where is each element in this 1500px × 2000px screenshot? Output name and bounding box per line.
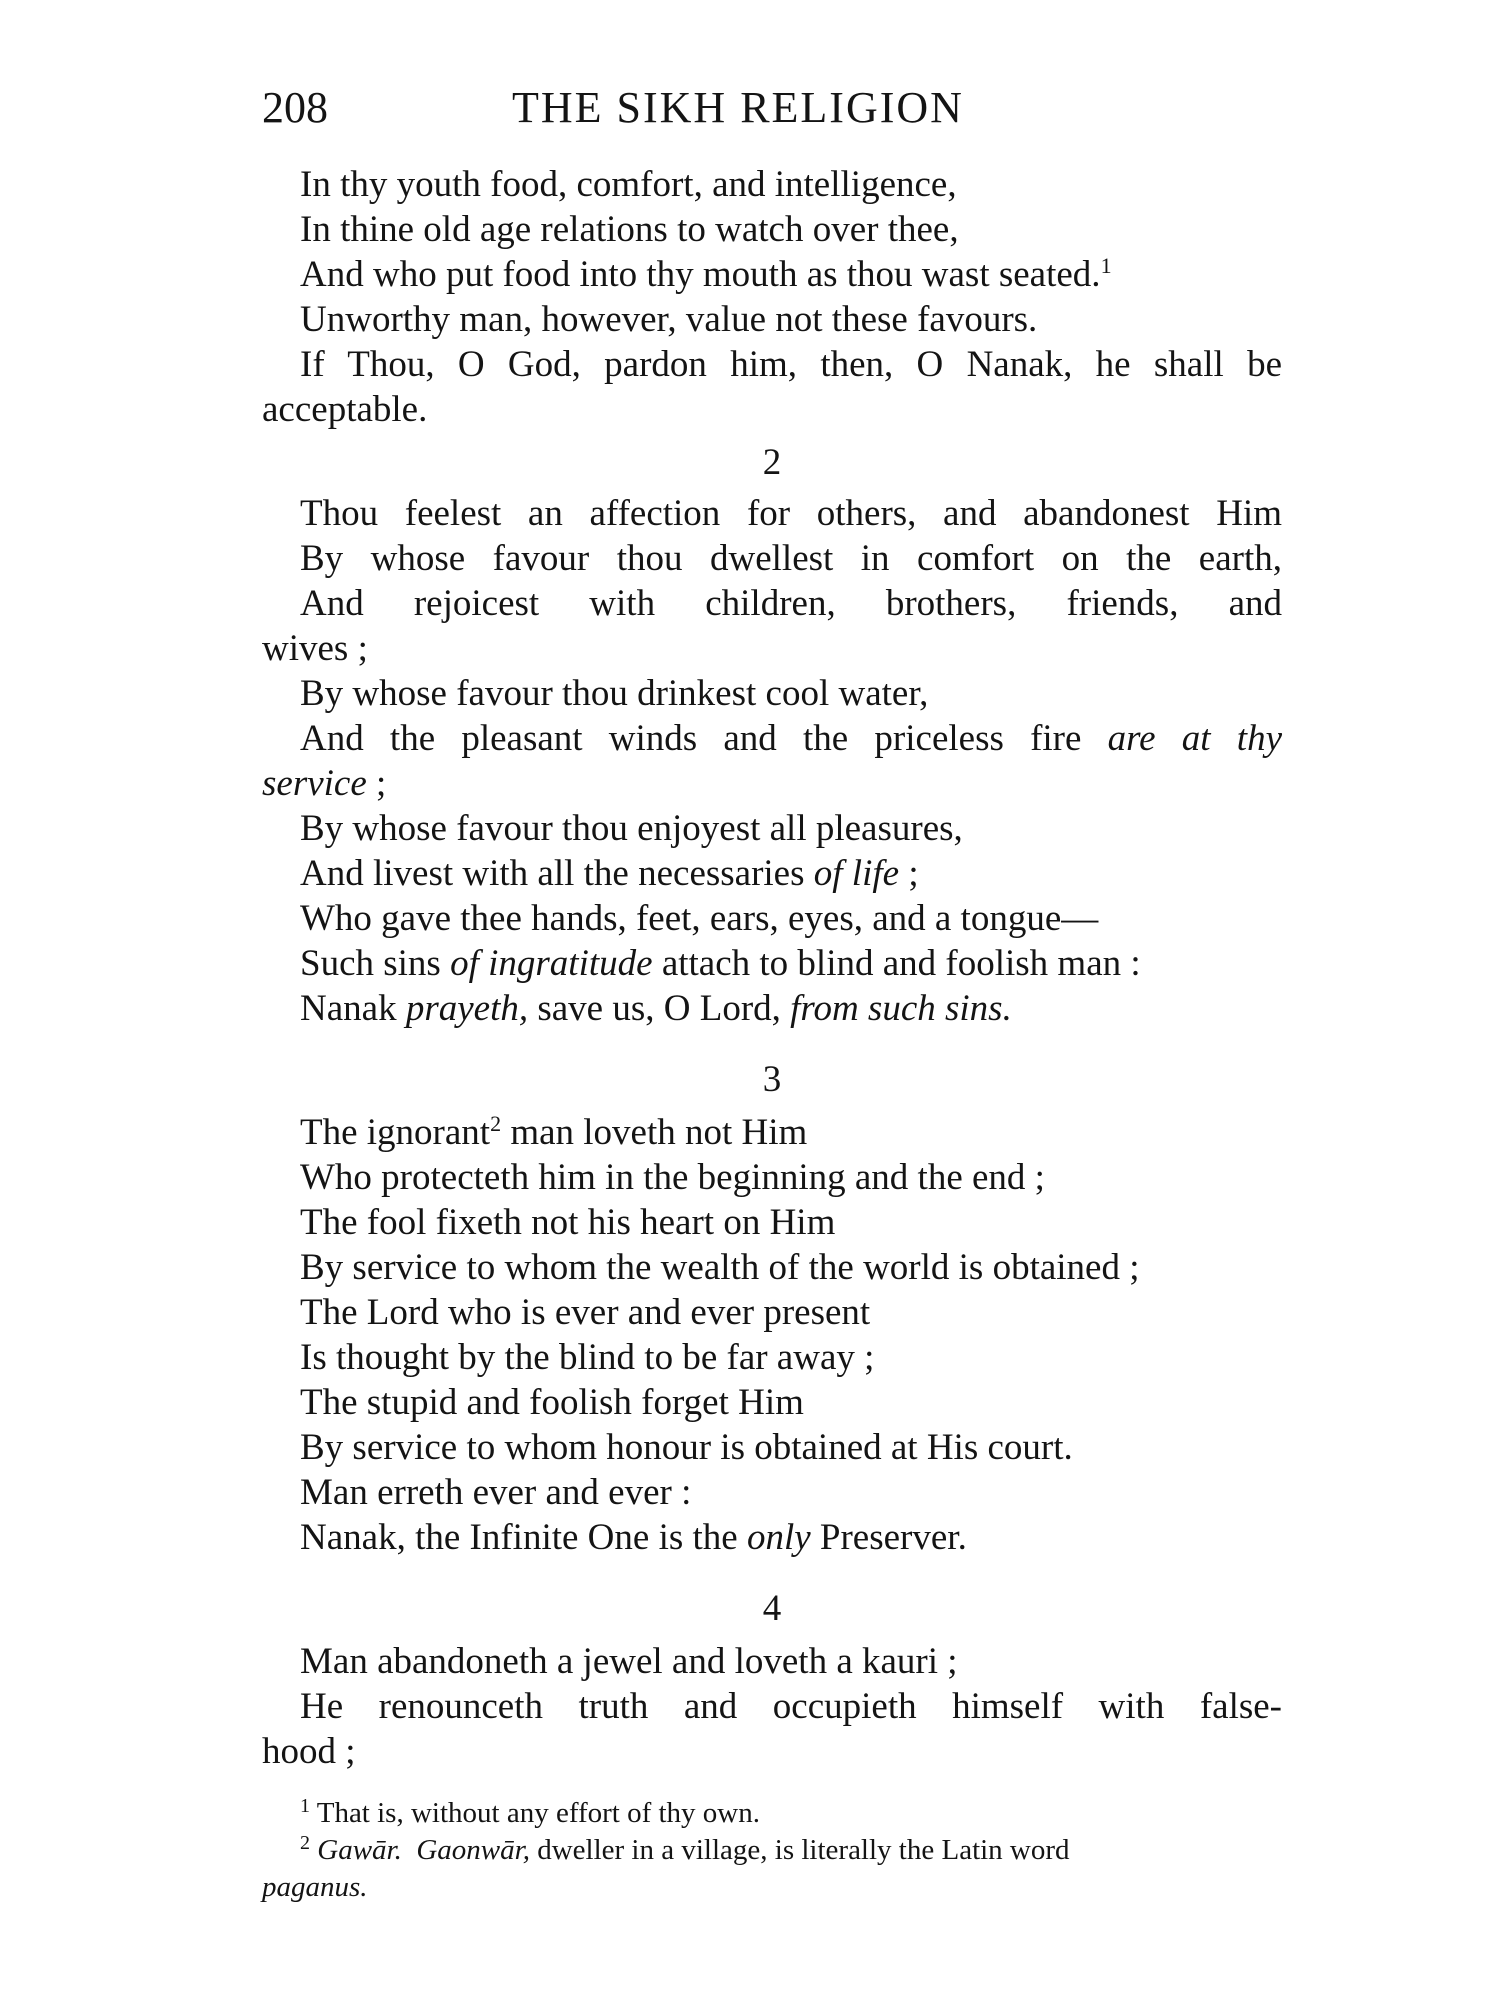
verse-line-continued: hood ; — [262, 1731, 356, 1772]
verse-line: By whose favour thou dwellest in comfort on the earth, — [300, 538, 1282, 579]
verse-text: ; — [366, 763, 387, 804]
footnote-ref-2: 2 — [490, 1111, 502, 1136]
verse-line — [262, 1515, 1282, 1560]
verse-text: And who put food into thy mouth as thou wast seated. — [300, 254, 1101, 295]
verse-line — [262, 986, 1282, 1031]
verse-line: By service to whom the wealth of the world is obtained ; — [300, 1247, 1140, 1288]
verse-text: attach to blind and foolish man : — [652, 943, 1141, 984]
stanza-4 — [262, 1639, 1282, 1774]
verse-line: He renounceth truth and occupieth himself with false- — [300, 1686, 1282, 1727]
verse-line — [262, 941, 1282, 986]
section-number-3: 3 — [762, 1059, 782, 1100]
footnote-1 — [262, 1795, 1282, 1832]
verse-text: And livest with all the necessaries — [300, 853, 814, 894]
verse-italic: service — [262, 763, 367, 804]
verse-text: save us, O Lord, — [528, 988, 791, 1029]
footnote-2 — [262, 1832, 1282, 1869]
verse-line-continued: wives ; — [262, 628, 368, 669]
page-header — [262, 78, 1282, 138]
verse-line: Is thought by the blind to be far away ; — [300, 1337, 875, 1378]
verse-italic: from such sins. — [790, 988, 1012, 1029]
verse-line: And rejoicest with children, brothers, friends, and — [300, 583, 1282, 624]
section-number-2: 2 — [762, 442, 782, 483]
verse-text: Nanak, the Infinite One is the — [300, 1517, 747, 1558]
verse-line — [262, 1110, 1282, 1155]
footnote-italic: Gawār. — [310, 1834, 402, 1866]
verse-line-continued — [262, 761, 1282, 806]
verse-italic: of ingratitude — [450, 943, 653, 984]
verse-text: And the pleasant winds and the priceless fire — [300, 718, 1108, 759]
footnotes — [262, 1795, 1282, 1906]
verse-italic: prayeth, — [405, 988, 529, 1029]
verse-line: The stupid and foolish forget Him — [300, 1382, 804, 1423]
footnote-mark: 2 — [300, 1832, 310, 1854]
verse-line: Unworthy man, however, value not these favours. — [300, 299, 1038, 340]
footnote-text: That is, without any effort of thy own. — [310, 1797, 760, 1829]
running-title: THE SIKH RELIGION — [512, 83, 964, 132]
verse-line — [262, 252, 1282, 297]
footnote-text: dweller in a village, is literally the Latin word — [529, 1834, 1070, 1866]
verse-text: The ignorant — [300, 1112, 491, 1153]
verse-line: If Thou, O God, pardon him, then, O Nanak, he shall be — [300, 344, 1282, 385]
verse-line — [262, 851, 1282, 896]
verse-italic: of life — [813, 853, 900, 894]
stanza-1 — [262, 162, 1282, 432]
verse-line-continued: acceptable. — [262, 389, 428, 430]
verse-line: The fool fixeth not his heart on Him — [300, 1202, 836, 1243]
verse-line: By whose favour thou drinkest cool water, — [300, 673, 929, 714]
verse-line: By service to whom honour is obtained at His court. — [300, 1427, 1073, 1468]
stanza-3 — [262, 1110, 1282, 1560]
verse-line: Man erreth ever and ever : — [300, 1472, 692, 1513]
footnote-ref-1: 1 — [1100, 253, 1112, 278]
stanza-2 — [262, 491, 1282, 1031]
verse-italic: are at thy — [1107, 718, 1282, 759]
verse-italic: only — [746, 1517, 811, 1558]
footnote-italic: paganus. — [262, 1871, 368, 1903]
verse-text: Nanak — [300, 988, 406, 1029]
verse-line: In thy youth food, comfort, and intelligence, — [300, 164, 957, 205]
verse-line: Who protecteth him in the beginning and the end ; — [300, 1157, 1045, 1198]
verse-line: The Lord who is ever and ever present — [300, 1292, 871, 1333]
verse-text: Preserver. — [810, 1517, 967, 1558]
verse-line: Who gave thee hands, feet, ears, eyes, and a tongue— — [300, 898, 1099, 939]
verse-line: By whose favour thou enjoyest all pleasures, — [300, 808, 963, 849]
verse-line: Man abandoneth a jewel and loveth a kauri ; — [300, 1641, 958, 1682]
verse-text: man loveth not Him — [501, 1112, 808, 1153]
verse-line — [262, 716, 1282, 761]
footnote-mark: 1 — [300, 1795, 310, 1817]
verse-line: Thou feelest an affection for others, and abandonest Him — [300, 493, 1282, 534]
verse-line: In thine old age relations to watch over thee, — [300, 209, 959, 250]
footnote-2-continued — [262, 1869, 1282, 1906]
section-number-4: 4 — [762, 1588, 782, 1629]
footnote-italic: Gaonwār, — [401, 1834, 530, 1866]
verse-text: ; — [899, 853, 919, 894]
poem-body — [262, 162, 1282, 1774]
page-number: 208 — [262, 83, 328, 132]
verse-text: Such sins — [300, 943, 451, 984]
